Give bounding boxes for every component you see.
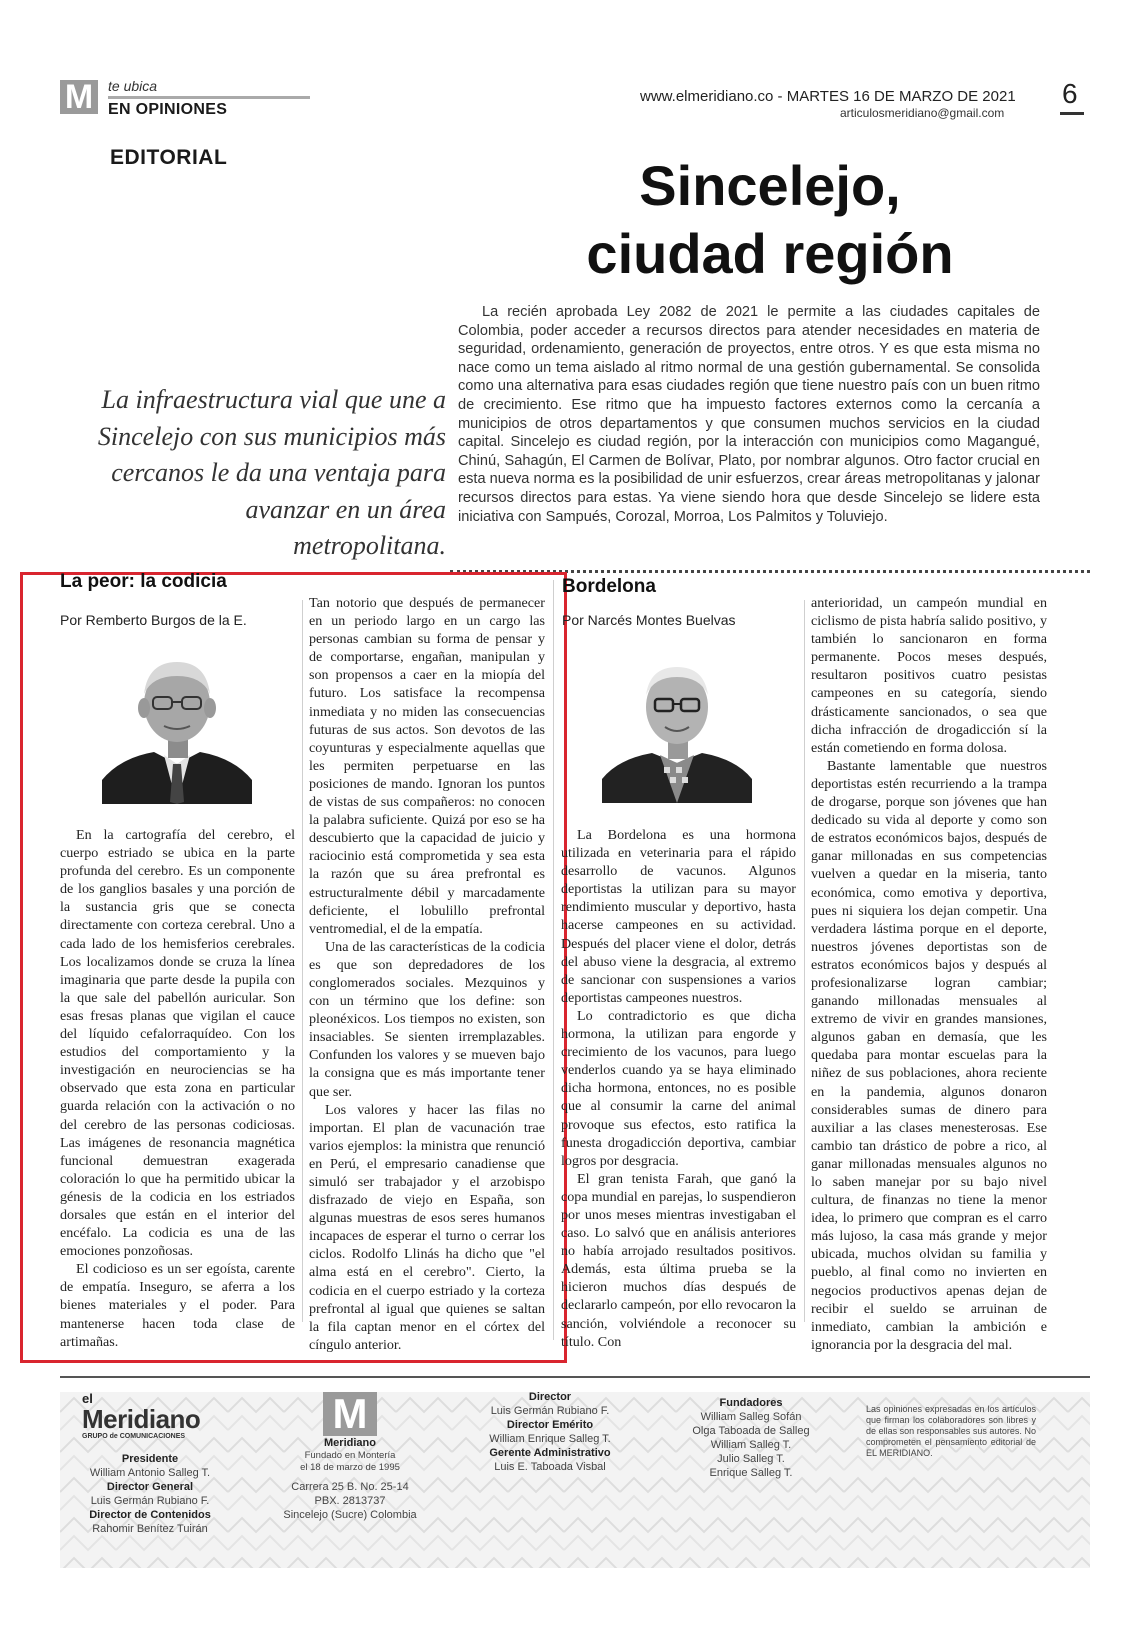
headline-line-2: ciudad región [586,222,954,285]
brand-tagline: GRUPO de COMUNICACIONES [82,1433,186,1440]
article-title: La peor: la codicia [60,571,227,592]
article-column-2 [811,594,1047,1354]
role-label: Director General [106,1481,194,1493]
founded-line: Fundado en Montería [304,1450,396,1461]
role-label: Director [528,1392,572,1403]
article-column-1 [60,826,295,1351]
paragraph: Lo contradictorio es que dicha hormona, la utilizan para engorde y crecimiento de los vacunos, para luego venderlos cuando ya se haya eliminado dicha hormona, entonces, no es posible que al consumir la carne del animal provoque sus efectos, esto ratifica la funesta drogadicción deportiva, cambiar logros por desgracia. [561,1007,796,1169]
paragraph: En la cartografía del cerebro, el cuerpo estriado se ubica en la parte profunda del cerebro. Es un componente de los ganglios basales y una porción de la sustancia gris que se conecta directamente con corteza cerebral. Uno a cada lado de los hemisferios cerebrales. Los localizamos donde se cruza la línea imaginaria que parte desde la pupila con la que sale del pabellón auricular. Son esas fresas planas que vigilan el cauce del líquido cefalorraquídeo. Con los estudios del comportamiento y la investigación en neurociencias se ha observado que esta zona en particular guarda relación con la activación o no del cerebro de las personas codiciosas. Las imágenes de resonancia magnética funcional demuestran exagerada coloración lo que ha permitido ubicar la génesis de la codicia en los estriados dorsales que están en el interior del encéfalo. La codicia es una de las emociones ponzoñosas. [60,827,295,1260]
editorial-headline [500,152,1040,288]
paragraph: Una de las características de la codicia es que son depredadores de los conglomerados sociales. Mezquinos y con un término que los define: son pleonéxicos. Los tiempos no existen, son insaciables. Se sienten irremplazables. Confunden los valores y se mueven bajo la consigna que es más importante tener que ser. [309,938,545,1100]
paragraph: El gran tenista Farah, que ganó la copa mundial en parejas, lo suspendieron por unos meses mientras investigaban el caso. Lo salvó que en análisis anteriores no había arrojado resultados positivos. Además, esta última prueba se la hicieron muchos días después de declararlo campeón, por ello revocaron la sanción, volviéndole a reconocer su título. Con [561,1170,796,1350]
paragraph: Los valores y hacer las filas no importan. El plan de vacunación trae varios ejemplos: la ministra que renunció en Perú, el empresario canadiense que simuló ser trabajador y el arzobispo disfrazado de viejo en España, son algunas muestras de esos seres humanos incapaces de esperar el turno o cerrar los ciclos. Rodolfo Llinás ha dicho que "el alma está en el cerebro". Cierto, la codicia en el cuerpo estriado y la corteza prefrontal al igual que quienes se saltan la fila captan menor en el córtex del cíngulo anterior. [309,1101,545,1353]
role-name: Luis Germán Rubiano F. [490,1405,610,1417]
role-name: Rahomir Benítez Tuirán [92,1523,208,1535]
role-name: William Antonio Salleg T. [89,1467,211,1479]
editorial-lead: La recién aprobada Ley 2082 de 2021 le permite a las ciudades capitales de Colombia, poder acceder a recursos directos para atender necesidades en materia de seguridad, ordenamiento, generación de proyectos, entre otros. Y es que esta misma no nace como un tema aislado al ritmo normal de una gestión gubernamental. Se consolida como una alternativa para esas ciudades región que tiene nuestro país con un buen ritmo de crecimiento. Ese ritmo que ha impuesto factores externos como la cercanía a municipios de otros departamentos y que consumen muchos servicios en la ciudad capital. Sincelejo es ciudad región, por la interacción con municipios como Magangué, Chinú, Sahagún, El Carmen de Bolívar, Plato, por nombrar algunos. Otro factor crucial en esta nueva norma es la posibilidad de unir esfuerzos, crear áreas metropolitanas y jalonar recursos directos para estas. Ya viene siendo hora que desde Sincelejo se lidere esta iniciativa con Sampués, Corozal, Morroa, Los Palmitos y Toluviejo. [458,304,1040,525]
article-byline: Por Remberto Burgos de la E. [60,612,247,628]
article-title: Bordelona [562,576,656,597]
role-name: William Enrique Salleg T. [489,1433,611,1445]
center-logo-mark: M [323,1392,377,1436]
page-number-rule [1060,112,1084,115]
founders [676,1396,826,1480]
staff-left [60,1452,240,1536]
article-column-1 [561,826,796,1351]
editorial-label: EDITORIAL [110,146,228,169]
author-photo [102,652,252,804]
section-subtitle: te ubica [108,78,158,94]
article-column-2 [309,594,545,1354]
address-line: Sincelejo (Sucre) Colombia [283,1509,417,1521]
founder-name: Julio Salleg T. [717,1453,785,1465]
founder-name: William Salleg Sofán [700,1411,802,1423]
column-divider [302,600,303,1322]
address-line: PBX. 2813737 [314,1495,386,1507]
column-divider [804,600,805,1322]
section-divider [108,96,310,99]
founders-label: Fundadores [719,1397,783,1409]
role-label: Gerente Administrativo [489,1447,611,1459]
founder-name: William Salleg T. [710,1439,792,1451]
paragraph: Tan notorio que después de permanecer en un periodo largo en un cargo las personas cambian su forma de pensar y de comportarse, engañan, manipulan y son propensos a caer en la miopía del futuro. Los satisface la recompensa inmediata y no miden las consecuencias futuras de sus actos. Son devotos de las coyunturas y especialmente aquellas que les permiten perpetuarse en las posiciones de mando. Ignoran los puntos de vistas de sus compañeros: no conocen la palabra suficiente. Quizá por eso se ha descubierto que la capacidad de juicio y raciocinio está comprometida y sea esta la razón que su área prefrontal es estructuralmente débil y marcadamente deficiente, el lobulillo prefrontal ventromedial, el de la empatía. [309,595,545,937]
article-byline: Por Narcés Montes Buelvas [562,612,736,628]
meridiano-logo: M [60,80,98,114]
founder-name: Olga Taboada de Salleg [692,1425,810,1437]
paragraph: anterioridad, un campeón mundial en ciclismo de pista habría salido positivo, y también lo sancionaron en forma permanente. Pocos meses después, resultaron positivos cuatro pesistas campeones en su categoría, siendo drásticamente sancionados, o sea que dicha infracción de drogadicción sí la están cometiendo en forma dolosa. [811,595,1047,756]
pull-quote: La infraestructura vial que une a Sincelejo con sus municipios más cercanos le da una ventaja para avanzar en un área metropolitana. [97,385,446,560]
address-line: Carrera 25 B. No. 25-14 [291,1481,409,1493]
role-name: Luis E. Taboada Visbal [494,1461,606,1473]
center-logo-name: Meridiano [324,1437,376,1449]
role-name: Luis Germán Rubiano F. [90,1495,210,1507]
headline-line-1: Sincelejo, [639,154,901,217]
role-label: Director de Contenidos [89,1509,211,1521]
brand-name: Meridiano [82,1404,201,1434]
footer-brand [82,1392,232,1441]
paragraph: La Bordelona es una hormona utilizada en veterinaria para el rápido desarrollo de vacunos. Algunos deportistas la utilizan para su mayor rendimiento muscular y deportivo, hasta hacerse campeones en su actividad. Después del placer viene el dolor, detrás del abuso viene la desgracia, al extremo de sancionar con suspensiones a varios deportistas campeones nuestros. [561,827,796,1006]
paragraph: Bastante lamentable que nuestros deportistas estén recurriendo a la trampa de drogarse, porque son jóvenes que han dedicado su vida al deporte y como son de estratos económicos bajos, después de ganar millonadas en sus competencias vuelven a quedar en la miseria, tanto económica, como emotiva y deportiva, pues ni siquiera los dejan competir. Una verdadera lástima porque en el deporte, nuestros jóvenes deportistas son de estratos económicos bajos y después al profesionalizarse logran cambiar; ganando millonadas mensuales al extremo de vivir en grandes mansiones, algunos gaban en demasía, que les quedaba para montar escuelas para la niñez de sus poblaciones, ahora reciente en la pandemia, algunos donaron considerables sumas de dinero para auxiliar a las clases menesterosas. Ese cambio tan drástico de pobre a rico, al ganar millonadas mensuales algunos no lo saben manejar por su bajo nivel cultura, de finanzas no tiene la menor idea, lo primero que compran es el carro más lujoso, la casa más grande y mejor ubicada, muchos olvidan su familia y pueblo, al final como no invierten en negocios productivos apenas dejan de recibir el sueldo se arruinan de inmediato, cambian la ambición e ignorancia por la desgracia del mal. [811,757,1047,1353]
founder-name: Enrique Salleg T. [709,1467,793,1479]
page-number: 6 [1062,78,1078,109]
footer-rule [60,1376,1090,1378]
role-label: Presidente [121,1453,179,1465]
masthead-footer [60,1392,1090,1568]
role-label: Director Emérito [506,1419,594,1431]
contact-email: articulosmeridiano@gmail.com [840,106,1005,120]
founded-line: el 18 de marzo de 1995 [300,1462,400,1473]
center-masthead [270,1392,430,1522]
disclaimer: Las opiniones expresadas en los artículos que firman los colaboradores son libres y de ellas son responsables sus autores. No comprometen el pensamiento editorial de EL MERIDIANO. [866,1404,1036,1458]
site-date-line: www.elmeridiano.co - MARTES 16 DE MARZO DE 2021 [640,88,1016,105]
author-photo [602,655,752,803]
column-divider [553,580,554,1340]
staff-middle [470,1392,630,1474]
paragraph: El codicioso es un ser egoísta, carente de empatía. Inseguro, se aferra a los bienes materiales y el poder. Para mantenerse hacen toda clase de artimañas. [60,1261,295,1350]
section-name: EN OPINIONES [108,101,228,118]
brand-prefix: el [82,1392,93,1406]
